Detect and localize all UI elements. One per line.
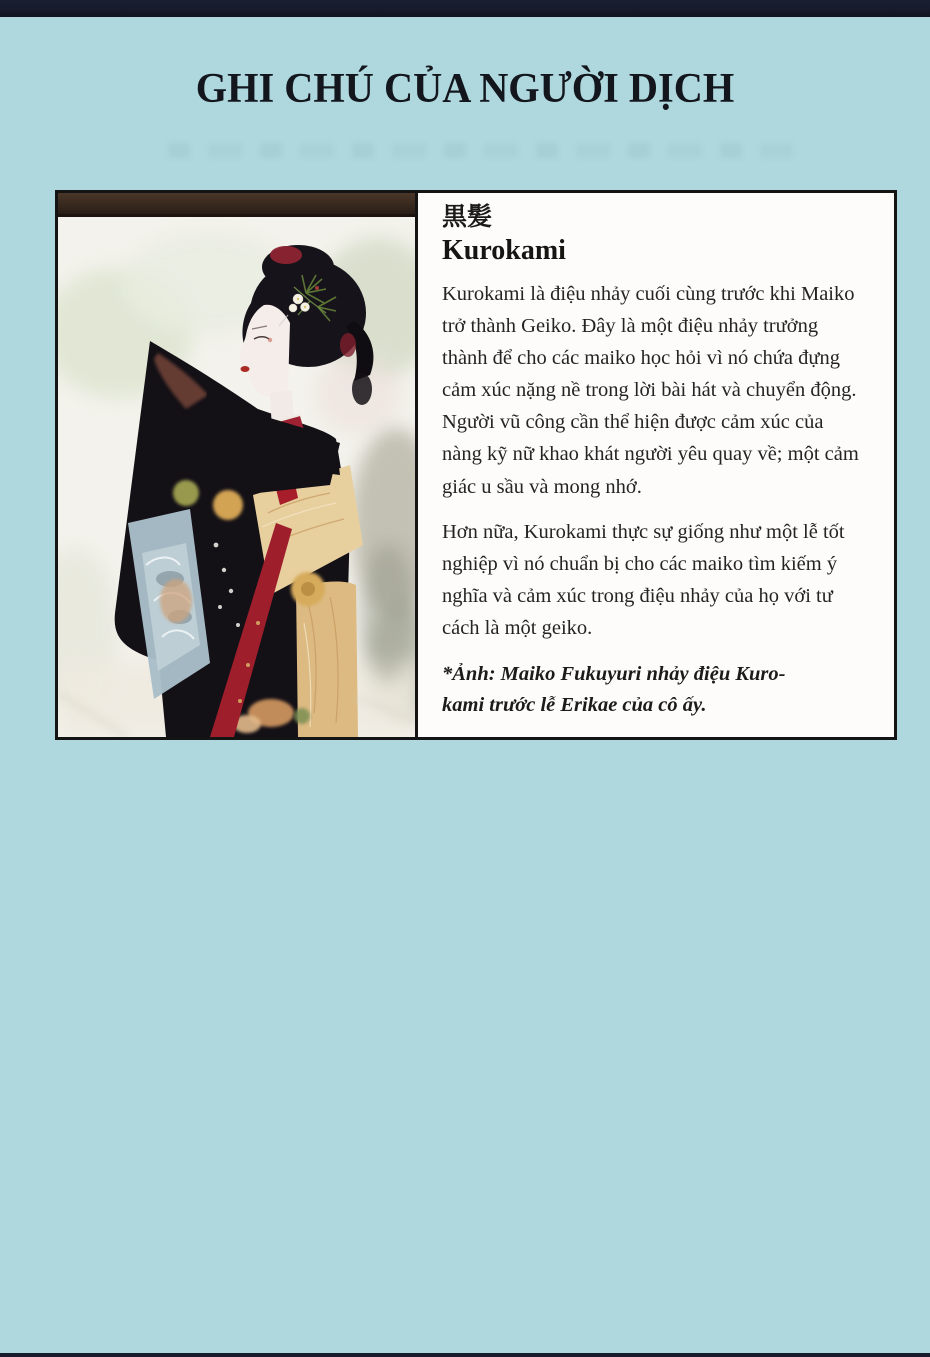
top-border-bar: [0, 0, 930, 17]
note-card: [55, 190, 897, 740]
bottom-border-bar: [0, 1353, 930, 1357]
maiko-photo-illustration: [58, 193, 415, 737]
romaji-title: Kurokami: [442, 235, 566, 266]
note-paragraph-2: Hơn nữa, Kurokami thực sự giống như một lễ tốt nghiệp vì nó chuẩn bị cho các maiko tìm kiếm ý nghĩa và cảm xúc trong điệu nhảy của họ với tư cách là một geiko.: [442, 520, 845, 640]
photo-caption: [442, 659, 862, 721]
page-title: GHI CHÚ CỦA NGƯỜI DỊCH: [195, 66, 735, 112]
photo-caption-line-2: kami trước lễ Erikae của cô ấy.: [442, 694, 707, 717]
maiko-photo: [58, 193, 418, 737]
kanji-title: 黒髪: [442, 202, 493, 231]
note-text-panel: [418, 193, 894, 737]
note-paragraph-1: Kurokami là điệu nhảy cuối cùng trước khi Maiko trở thành Geiko. Đây là một điệu nhảy trưởng thành để cho các maiko học hỏi vì nó chứa đựng cảm xúc nặng nề trong lời bài hát và chuyển động. Người vũ công cần thể hiện được cảm xúc của nàng kỹ nữ khao khát người yêu quay về; một cảm giác u sầu và mong nhớ.: [442, 282, 859, 498]
erased-text-ghost: [168, 143, 793, 158]
photo-caption-line-1: *Ảnh: Maiko Fukuyuri nhảy điệu Kuro-: [442, 663, 786, 686]
